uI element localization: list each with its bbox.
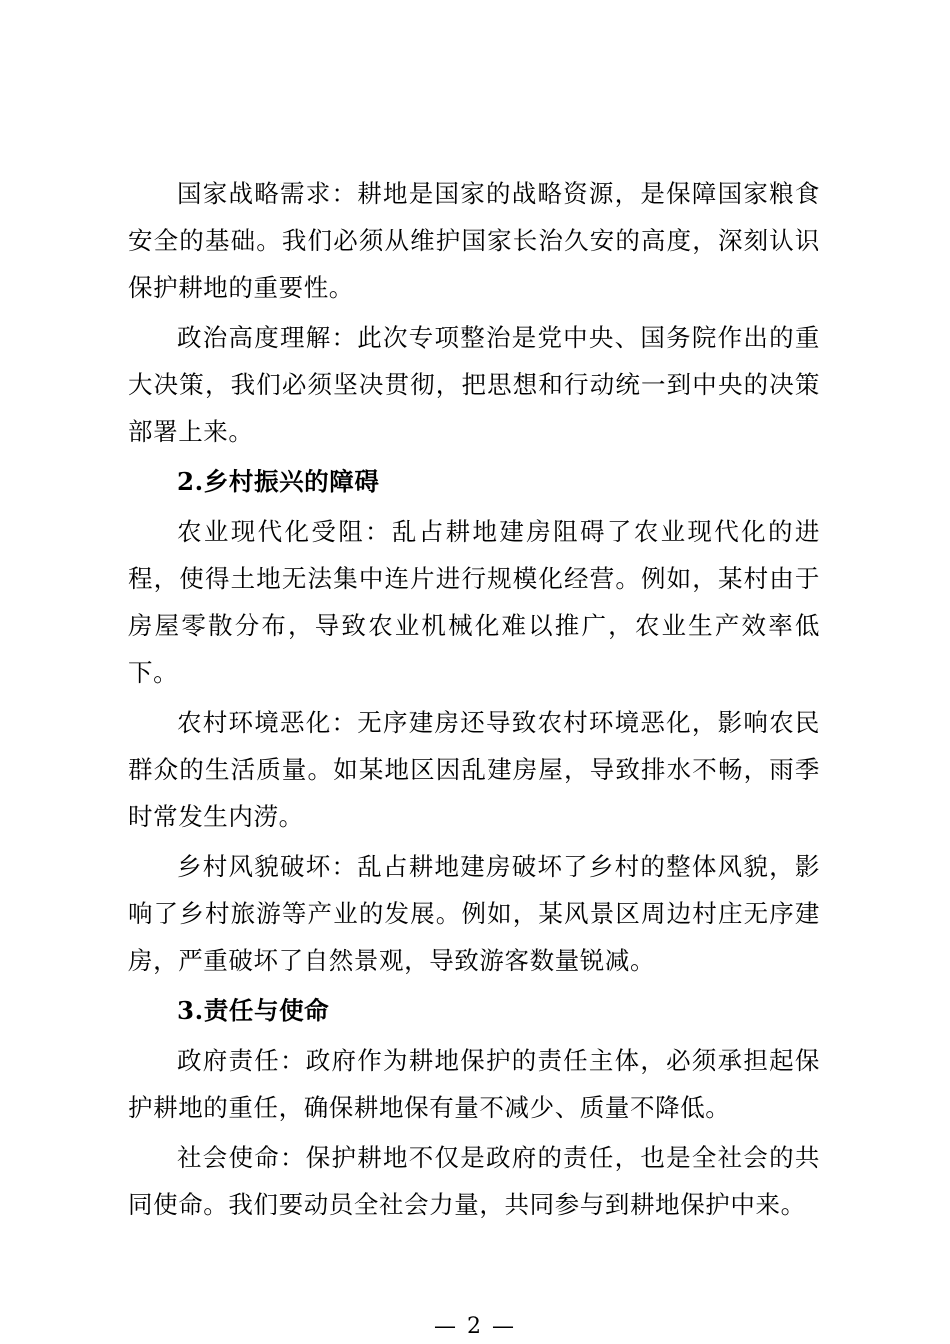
document-body — [128, 170, 820, 1228]
paragraph-social-mission: 社会使命：保护耕地不仅是政府的责任，也是全社会的共同使命。我们要动员全社会力量，共同参与到耕地保护中来。 — [128, 1143, 820, 1219]
section-heading-rural-revitalization: 2.乡村振兴的障碍 — [177, 467, 380, 496]
paragraph-government-responsibility: 政府责任：政府作为耕地保护的责任主体，必须承担起保护耕地的重任，确保耕地保有量不减少、质量不降低。 — [128, 1046, 820, 1122]
section-heading-responsibility-mission: 3.责任与使命 — [177, 996, 330, 1025]
paragraph-rural-landscape: 乡村风貌破坏：乱占耕地建房破坏了乡村的整体风貌，影响了乡村旅游等产业的发展。例如，某风景区周边村庄无序建房，严重破坏了自然景观，导致游客数量锐减。 — [128, 852, 820, 975]
paragraph-agricultural-modernization: 农业现代化受阻：乱占耕地建房阻碍了农业现代化的进程，使得土地无法集中连片进行规模化经营。例如，某村由于房屋零散分布，导致农业机械化难以推广，农业生产效率低下。 — [128, 517, 820, 687]
page-number: — 2 — — [434, 1314, 516, 1339]
paragraph-national-strategy: 国家战略需求：耕地是国家的战略资源，是保障国家粮食安全的基础。我们必须从维护国家长治久安的高度，深刻认识保护耕地的重要性。 — [128, 179, 820, 302]
paragraph-political-understanding: 政治高度理解：此次专项整治是党中央、国务院作出的重大决策，我们必须坚决贯彻，把思想和行动统一到中央的决策部署上来。 — [128, 323, 820, 446]
paragraph-rural-environment: 农村环境恶化：无序建房还导致农村环境恶化，影响农民群众的生活质量。如某地区因乱建房屋，导致排水不畅，雨季时常发生内涝。 — [128, 708, 820, 831]
